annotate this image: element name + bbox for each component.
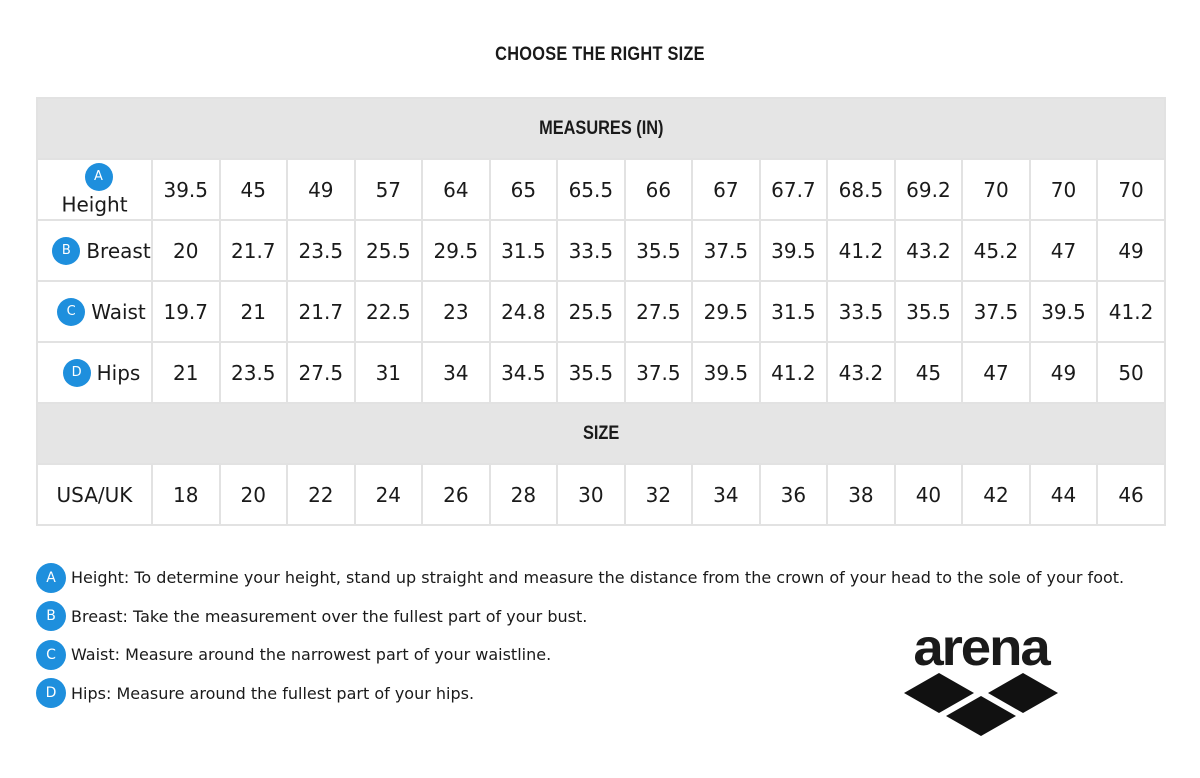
- measure-cell: 47: [962, 342, 1030, 403]
- measure-cell: 35.5: [895, 281, 963, 342]
- letter-badge-icon: C: [36, 640, 66, 670]
- note-text: Hips: Measure around the fullest part of your hips.: [71, 683, 475, 703]
- measure-cell: 49: [1097, 220, 1165, 281]
- row-label: [37, 220, 152, 281]
- measure-cell: 41.2: [1097, 281, 1165, 342]
- measure-cell: 37.5: [962, 281, 1030, 342]
- row-label-text: Hips: [96, 360, 141, 385]
- measure-cell: 33.5: [557, 220, 625, 281]
- measure-cell: 21.7: [287, 281, 355, 342]
- measure-cell: 69.2: [895, 159, 963, 220]
- measure-cell: 41.2: [760, 342, 828, 403]
- logo-wordmark: arena: [913, 619, 1049, 677]
- measure-cell: 70: [962, 159, 1030, 220]
- measure-cell: 49: [1030, 342, 1098, 403]
- letter-badge-icon: D: [63, 359, 91, 387]
- letter-badge-icon: A: [36, 563, 66, 593]
- measure-cell: 65: [490, 159, 558, 220]
- measure-cell: 24.8: [490, 281, 558, 342]
- measure-cell: 25.5: [557, 281, 625, 342]
- letter-badge-icon: B: [36, 601, 66, 631]
- letter-badge-icon: C: [57, 298, 85, 326]
- measure-cell: 31: [355, 342, 423, 403]
- measure-cell: 23: [422, 281, 490, 342]
- measures-header-row: [37, 98, 1165, 159]
- measure-cell: 50: [1097, 342, 1165, 403]
- size-cell: 42: [962, 464, 1030, 525]
- measure-row-height: [37, 159, 1165, 220]
- size-cell: 24: [355, 464, 423, 525]
- size-header-text: SIZE: [582, 422, 620, 444]
- measure-cell: 49: [287, 159, 355, 220]
- measure-cell: 70: [1030, 159, 1098, 220]
- measure-cell: 65.5: [557, 159, 625, 220]
- size-row-label: USA/UK: [37, 464, 152, 525]
- measure-cell: 39.5: [760, 220, 828, 281]
- size-cell: 20: [220, 464, 288, 525]
- measure-cell: 33.5: [827, 281, 895, 342]
- measure-cell: 67: [692, 159, 760, 220]
- measure-cell: 23.5: [220, 342, 288, 403]
- measure-cell: 34: [422, 342, 490, 403]
- diamond-logo-icon: [900, 624, 1062, 740]
- size-cell: 26: [422, 464, 490, 525]
- measure-cell: 27.5: [287, 342, 355, 403]
- measure-row-waist: [37, 281, 1165, 342]
- measure-cell: 23.5: [287, 220, 355, 281]
- page-title: CHOOSE THE RIGHT SIZE: [495, 44, 705, 65]
- measure-cell: 39.5: [1030, 281, 1098, 342]
- measure-cell: 57: [355, 159, 423, 220]
- measure-cell: 39.5: [692, 342, 760, 403]
- size-chart-table: [36, 97, 1166, 526]
- measure-cell: 39.5: [152, 159, 220, 220]
- measure-cell: 29.5: [422, 220, 490, 281]
- size-cell: 40: [895, 464, 963, 525]
- measure-cell: 22.5: [355, 281, 423, 342]
- row-label-text: Waist: [91, 299, 146, 324]
- measure-cell: 45: [895, 342, 963, 403]
- letter-badge-icon: D: [36, 678, 66, 708]
- row-label: [37, 281, 152, 342]
- measure-cell: 41.2: [827, 220, 895, 281]
- size-cell: 32: [625, 464, 693, 525]
- measure-cell: 35.5: [625, 220, 693, 281]
- measure-cell: 70: [1097, 159, 1165, 220]
- size-header-row: [37, 403, 1165, 464]
- row-label-text: Breast: [86, 238, 151, 263]
- measure-cell: 31.5: [490, 220, 558, 281]
- measures-header: MEASURES (IN): [37, 98, 1165, 159]
- measure-cell: 68.5: [827, 159, 895, 220]
- note-item: [36, 562, 1124, 593]
- row-label-text: Height: [61, 192, 128, 217]
- measure-cell: 47: [1030, 220, 1098, 281]
- measure-cell: 64: [422, 159, 490, 220]
- size-cell: 44: [1030, 464, 1098, 525]
- measure-cell: 29.5: [692, 281, 760, 342]
- size-cell: 38: [827, 464, 895, 525]
- size-cell: 22: [287, 464, 355, 525]
- size-header: [37, 403, 1165, 464]
- note-text: Height: To determine your height, stand up straight and measure the distance from the crown of your head to the sole of your foot.: [71, 568, 1125, 587]
- measure-cell: 34.5: [490, 342, 558, 403]
- measure-cell: 21.7: [220, 220, 288, 281]
- measure-cell: 21: [152, 342, 220, 403]
- measure-row-breast: [37, 220, 1165, 281]
- measure-row-hips: [37, 342, 1165, 403]
- size-cell: 46: [1097, 464, 1165, 525]
- measure-cell: 37.5: [625, 342, 693, 403]
- size-row: [37, 464, 1165, 525]
- measure-cell: 45.2: [962, 220, 1030, 281]
- measure-cell: 66: [625, 159, 693, 220]
- measure-cell: 27.5: [625, 281, 693, 342]
- measure-cell: 45: [220, 159, 288, 220]
- measure-cell: 37.5: [692, 220, 760, 281]
- row-label: [37, 159, 152, 220]
- measure-cell: 43.2: [827, 342, 895, 403]
- measure-cell: 67.7: [760, 159, 828, 220]
- measure-cell: 35.5: [557, 342, 625, 403]
- measure-cell: 31.5: [760, 281, 828, 342]
- note-text: Waist: Measure around the narrowest part of your waistline.: [71, 645, 552, 664]
- letter-badge-icon: B: [52, 237, 80, 265]
- size-cell: 34: [692, 464, 760, 525]
- size-cell: 28: [490, 464, 558, 525]
- size-cell: 18: [152, 464, 220, 525]
- note-text: Breast: Take the measurement over the fullest part of your bust.: [71, 606, 588, 626]
- measure-cell: 21: [220, 281, 288, 342]
- arena-logo: [900, 619, 1062, 740]
- measure-cell: 25.5: [355, 220, 423, 281]
- measure-cell: 43.2: [895, 220, 963, 281]
- measure-cell: 20: [152, 220, 220, 281]
- size-cell: 36: [760, 464, 828, 525]
- row-label: [37, 342, 152, 403]
- size-cell: 30: [557, 464, 625, 525]
- letter-badge-icon: A: [85, 163, 113, 191]
- measure-cell: 19.7: [152, 281, 220, 342]
